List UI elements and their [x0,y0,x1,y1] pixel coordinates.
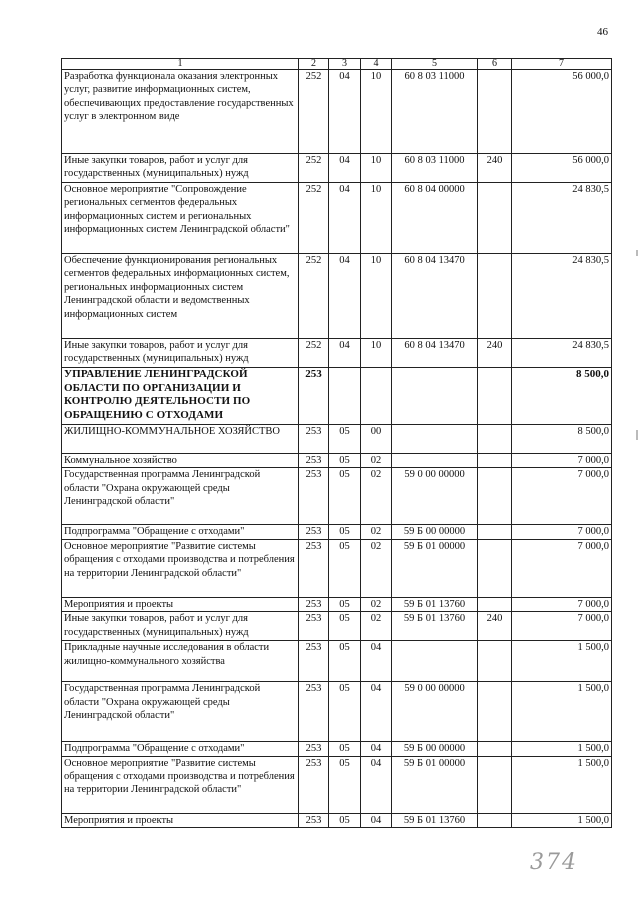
table-row [62,756,612,813]
row-code-admin: 253 [299,641,329,682]
scan-edge-mark [636,430,638,440]
row-amount: 24 830,5 [512,254,612,339]
row-code-admin: 252 [299,70,329,154]
row-name: УПРАВЛЕНИЕ ЛЕНИНГРАДСКОЙ ОБЛАСТИ ПО ОРГАНИЗАЦИИ И КОНТРОЛЮ ДЕЯТЕЛЬНОСТИ ПО ОБРАЩЕНИЮ С ОТХОДАМИ [62,368,299,425]
scan-edge-mark [636,250,638,256]
row-code-admin: 253 [299,612,329,641]
row-name: Прикладные научные исследования в области жилищно-коммунального хозяйства [62,641,299,682]
row-code-admin: 252 [299,183,329,254]
row-amount: 56 000,0 [512,70,612,154]
row-code-section: 04 [329,254,361,339]
row-code-admin: 253 [299,756,329,813]
col-header-3: 3 [329,59,361,70]
row-code-subsection: 02 [361,454,392,468]
row-amount: 1 500,0 [512,682,612,742]
row-code-expense-type: 240 [478,154,512,183]
row-code-subsection: 04 [361,756,392,813]
row-code-target: 59 0 00 00000 [392,468,478,525]
row-amount: 1 500,0 [512,756,612,813]
row-amount: 8 500,0 [512,368,612,425]
row-code-section: 04 [329,183,361,254]
row-code-target: 60 8 04 13470 [392,339,478,368]
row-code-section: 04 [329,70,361,154]
row-code-subsection: 10 [361,70,392,154]
row-amount: 7 000,0 [512,525,612,539]
table-row [62,183,612,254]
row-code-admin: 253 [299,682,329,742]
row-code-admin: 253 [299,742,329,756]
row-name: Разработка функционала оказания электронных услуг, развитие информационных систем, обеспечивающих предоставление государственных услуг в электронном виде [62,70,299,154]
row-name: Подпрограмма "Обращение с отходами" [62,742,299,756]
table-row [62,339,612,368]
row-code-admin: 252 [299,154,329,183]
row-name: Иные закупки товаров, работ и услуг для государственных (муниципальных) нужд [62,339,299,368]
page-number: 46 [597,26,608,38]
row-code-expense-type [478,425,512,454]
row-code-expense-type [478,641,512,682]
row-code-subsection: 02 [361,525,392,539]
row-code-admin: 253 [299,454,329,468]
row-amount: 1 500,0 [512,641,612,682]
row-code-subsection: 02 [361,612,392,641]
row-code-section: 05 [329,454,361,468]
table-row [62,154,612,183]
row-code-section: 05 [329,597,361,611]
row-code-target: 59 0 00 00000 [392,682,478,742]
row-code-expense-type: 240 [478,339,512,368]
row-code-subsection: 04 [361,682,392,742]
row-code-expense-type [478,254,512,339]
row-amount: 7 000,0 [512,454,612,468]
row-code-section: 05 [329,425,361,454]
table-row [62,525,612,539]
row-code-subsection: 10 [361,154,392,183]
table-row [62,742,612,756]
header-row [62,59,612,70]
row-code-admin: 253 [299,597,329,611]
row-code-section: 05 [329,525,361,539]
table-row [62,539,612,597]
row-code-admin: 253 [299,368,329,425]
col-header-7: 7 [512,59,612,70]
row-code-expense-type [478,183,512,254]
row-amount: 56 000,0 [512,154,612,183]
row-code-target: 59 Б 00 00000 [392,742,478,756]
row-code-target [392,641,478,682]
row-amount: 24 830,5 [512,339,612,368]
row-code-admin: 253 [299,539,329,597]
row-name: Основное мероприятие "Развитие системы обращения с отходами производства и потребления на территории Ленинградской области" [62,539,299,597]
row-name: Мероприятия и проекты [62,597,299,611]
row-code-section [329,368,361,425]
row-amount: 8 500,0 [512,425,612,454]
row-name: Основное мероприятие "Сопровождение региональных сегментов федеральных информационных систем и региональных информационных систем Ленинградской области" [62,183,299,254]
table-row [62,682,612,742]
row-code-subsection: 02 [361,539,392,597]
row-name: ЖИЛИЩНО-КОММУНАЛЬНОЕ ХОЗЯЙСТВО [62,425,299,454]
table-row [62,641,612,682]
row-code-target [392,454,478,468]
row-code-expense-type [478,454,512,468]
row-code-expense-type [478,525,512,539]
row-code-section: 05 [329,682,361,742]
table-row [62,70,612,154]
row-code-target: 59 Б 01 00000 [392,756,478,813]
row-code-section: 05 [329,612,361,641]
row-code-admin: 253 [299,525,329,539]
row-code-target: 60 8 03 11000 [392,154,478,183]
row-code-section: 05 [329,756,361,813]
row-code-target: 59 Б 01 13760 [392,597,478,611]
row-amount: 7 000,0 [512,468,612,525]
row-code-expense-type: 240 [478,612,512,641]
row-code-section: 05 [329,641,361,682]
table-row [62,597,612,611]
table-row [62,468,612,525]
row-code-target [392,425,478,454]
row-name: Мероприятия и проекты [62,813,299,827]
row-amount: 7 000,0 [512,539,612,597]
row-code-target: 59 Б 01 00000 [392,539,478,597]
row-code-expense-type [478,742,512,756]
row-code-section: 04 [329,154,361,183]
col-header-5: 5 [392,59,478,70]
row-code-section: 05 [329,813,361,827]
row-code-target: 60 8 04 13470 [392,254,478,339]
row-amount: 7 000,0 [512,597,612,611]
table-row [62,454,612,468]
row-code-section: 05 [329,742,361,756]
row-name: Основное мероприятие "Развитие системы обращения с отходами производства и потребления на территории Ленинградской области" [62,756,299,813]
row-code-target: 59 Б 00 00000 [392,525,478,539]
row-code-subsection: 02 [361,597,392,611]
row-code-target: 60 8 04 00000 [392,183,478,254]
row-code-expense-type [478,756,512,813]
table-row [62,368,612,425]
row-code-section: 04 [329,339,361,368]
row-code-expense-type [478,368,512,425]
col-header-1: 1 [62,59,299,70]
row-code-subsection: 00 [361,425,392,454]
row-name: Иные закупки товаров, работ и услуг для государственных (муниципальных) нужд [62,154,299,183]
row-code-expense-type [478,468,512,525]
row-code-expense-type [478,70,512,154]
row-code-section: 05 [329,539,361,597]
table-row [62,813,612,827]
row-name: Иные закупки товаров, работ и услуг для государственных (муниципальных) нужд [62,612,299,641]
row-code-subsection: 04 [361,742,392,756]
row-code-admin: 253 [299,425,329,454]
row-amount: 7 000,0 [512,612,612,641]
row-name: Государственная программа Ленинградской области "Охрана окружающей среды Ленинградской области" [62,682,299,742]
row-code-expense-type [478,597,512,611]
row-code-subsection: 04 [361,813,392,827]
row-code-target: 60 8 03 11000 [392,70,478,154]
row-code-subsection: 10 [361,183,392,254]
budget-table [61,58,612,828]
row-amount: 1 500,0 [512,813,612,827]
row-name: Обеспечение функционирования региональных сегментов федеральных информационных систем, региональных информационных систем Ленинградской области и ведомственных информационных систем [62,254,299,339]
col-header-2: 2 [299,59,329,70]
row-code-section: 05 [329,468,361,525]
row-amount: 24 830,5 [512,183,612,254]
col-header-4: 4 [361,59,392,70]
row-code-admin: 252 [299,339,329,368]
row-code-target: 59 Б 01 13760 [392,813,478,827]
row-code-expense-type [478,539,512,597]
col-header-6: 6 [478,59,512,70]
row-code-admin: 253 [299,813,329,827]
table-row [62,254,612,339]
row-code-expense-type [478,813,512,827]
row-name: Подпрограмма "Обращение с отходами" [62,525,299,539]
row-code-subsection: 10 [361,339,392,368]
row-code-admin: 253 [299,468,329,525]
table-row [62,612,612,641]
row-code-expense-type [478,682,512,742]
row-code-subsection: 04 [361,641,392,682]
archive-stamp: 374 [530,850,578,875]
row-code-subsection: 02 [361,468,392,525]
row-code-target [392,368,478,425]
row-name: Государственная программа Ленинградской области "Охрана окружающей среды Ленинградской области" [62,468,299,525]
row-code-admin: 252 [299,254,329,339]
row-amount: 1 500,0 [512,742,612,756]
row-code-subsection [361,368,392,425]
row-code-target: 59 Б 01 13760 [392,612,478,641]
row-code-subsection: 10 [361,254,392,339]
row-name: Коммунальное хозяйство [62,454,299,468]
table-row [62,425,612,454]
